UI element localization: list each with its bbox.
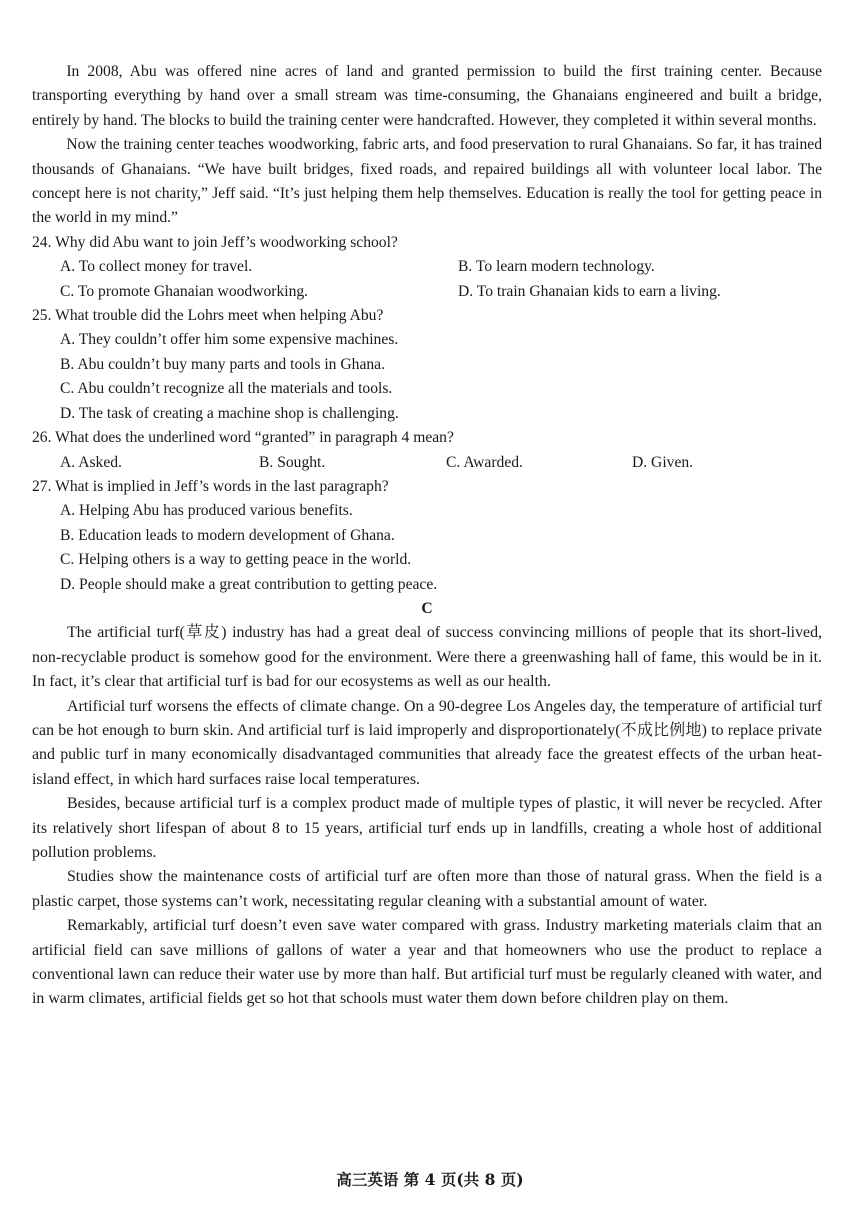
question-stem: 25. What trouble did the Lohrs meet when helping Abu? <box>32 307 384 325</box>
question-stem: 24. Why did Abu want to join Jeff’s woodworking school? <box>32 233 398 251</box>
question-25 <box>32 304 822 426</box>
option-b: B. Sought. <box>259 453 326 471</box>
passage-paragraph: Artificial turf worsens the effects of climate change. On a 90-degree Los Angeles day, the temperature of artificial turf can be hot enough to burn skin. And artificial turf is laid improperly and disproportionately(不成比例地) to replace private and public turf in many economically disadvantaged communities that already face the greatest effects of the urban heat-island effect, in which hard surfaces raise local temperatures. <box>32 697 822 788</box>
exam-page <box>32 60 822 1012</box>
answer-options <box>32 328 822 426</box>
passage-paragraph: Now the training center teaches woodworking, fabric arts, and food preservation to rural Ghanaians. So far, it has trained thousands of Ghanaians. “We have built bridges, fixed roads, and repaired buildings all with volunteer local labor. The concept here is not charity,” Jeff said. “It’s just helping them help themselves. Education is really the tool for getting peace in the world in my mind.” <box>32 136 822 227</box>
option-a: A. They couldn’t offer him some expensive machines. <box>60 331 399 349</box>
option-c: C. Helping others is a way to getting peace in the world. <box>60 551 412 569</box>
question-26 <box>32 426 822 475</box>
option-b: B. Abu couldn’t buy many parts and tools in Ghana. <box>60 355 385 373</box>
option-d: D. To train Ghanaian kids to earn a living. <box>458 282 721 300</box>
question-stem: 27. What is implied in Jeff’s words in the last paragraph? <box>32 477 389 495</box>
passage-paragraph: Remarkably, artificial turf doesn’t even save water compared with grass. Industry marketing materials claim that an artificial field can save millions of gallons of water a year and that homeowners who use the product to replace a conventional lawn can reduce their water use by more than half. But artificial turf must be regularly cleaned with water, and in warm climates, artificial fields get so hot that schools must water them down before children play on them. <box>32 917 822 1008</box>
passage-paragraph: Studies show the maintenance costs of artificial turf are often more than those of natural grass. When the field is a plastic carpet, those systems can’t work, necessitating regular cleaning with a substantial amount of water. <box>32 868 822 910</box>
question-27 <box>32 475 822 597</box>
option-c: C. Awarded. <box>446 453 523 471</box>
option-b: B. To learn modern technology. <box>458 258 655 276</box>
option-c: C. Abu couldn’t recognize all the materials and tools. <box>60 380 393 398</box>
passage-paragraph: In 2008, Abu was offered nine acres of land and granted permission to build the first training center. Because transporting everything by hand over a small stream was time-consuming, the Ghanaians engineered and built a bridge, entirely by hand. The blocks to build the training center were handcrafted. However, they completed it within several months. <box>32 63 822 129</box>
passage-paragraph: Besides, because artificial turf is a complex product made of multiple types of plastic, it will never be recycled. After its relatively short lifespan of about 8 to 15 years, artificial turf ends up in landfills, creating a whole host of additional pollution problems. <box>32 795 822 861</box>
option-a: A. Helping Abu has produced various benefits. <box>60 502 353 520</box>
question-stem: 26. What does the underlined word “granted” in paragraph 4 mean? <box>32 429 454 447</box>
question-24 <box>32 231 822 304</box>
answer-options <box>32 499 822 597</box>
passage-b-continued <box>32 60 822 231</box>
passage-c <box>32 597 822 1012</box>
answer-options <box>32 255 822 304</box>
option-d: D. The task of creating a machine shop is challenging. <box>60 404 399 422</box>
page-footer: 高三英语 第 4 页(共 8 页) <box>336 1170 524 1189</box>
option-b: B. Education leads to modern development of Ghana. <box>60 526 395 544</box>
passage-paragraph: The artificial turf(草皮) industry has had a great deal of success convincing millions of people that its short-lived, non-recyclable product is somehow good for the environment. Were there a greenwashing hall of fame, this would be in it. In fact, it’s clear that artificial turf is bad for our ecosystems as well as our health. <box>32 624 822 691</box>
option-a: A. To collect money for travel. <box>60 258 253 276</box>
section-heading: C <box>421 599 433 617</box>
answer-options <box>32 451 822 475</box>
option-c: C. To promote Ghanaian woodworking. <box>60 282 309 300</box>
option-a: A. Asked. <box>60 453 122 471</box>
option-d: D. Given. <box>632 453 694 471</box>
option-d: D. People should make a great contribution to getting peace. <box>60 575 438 593</box>
